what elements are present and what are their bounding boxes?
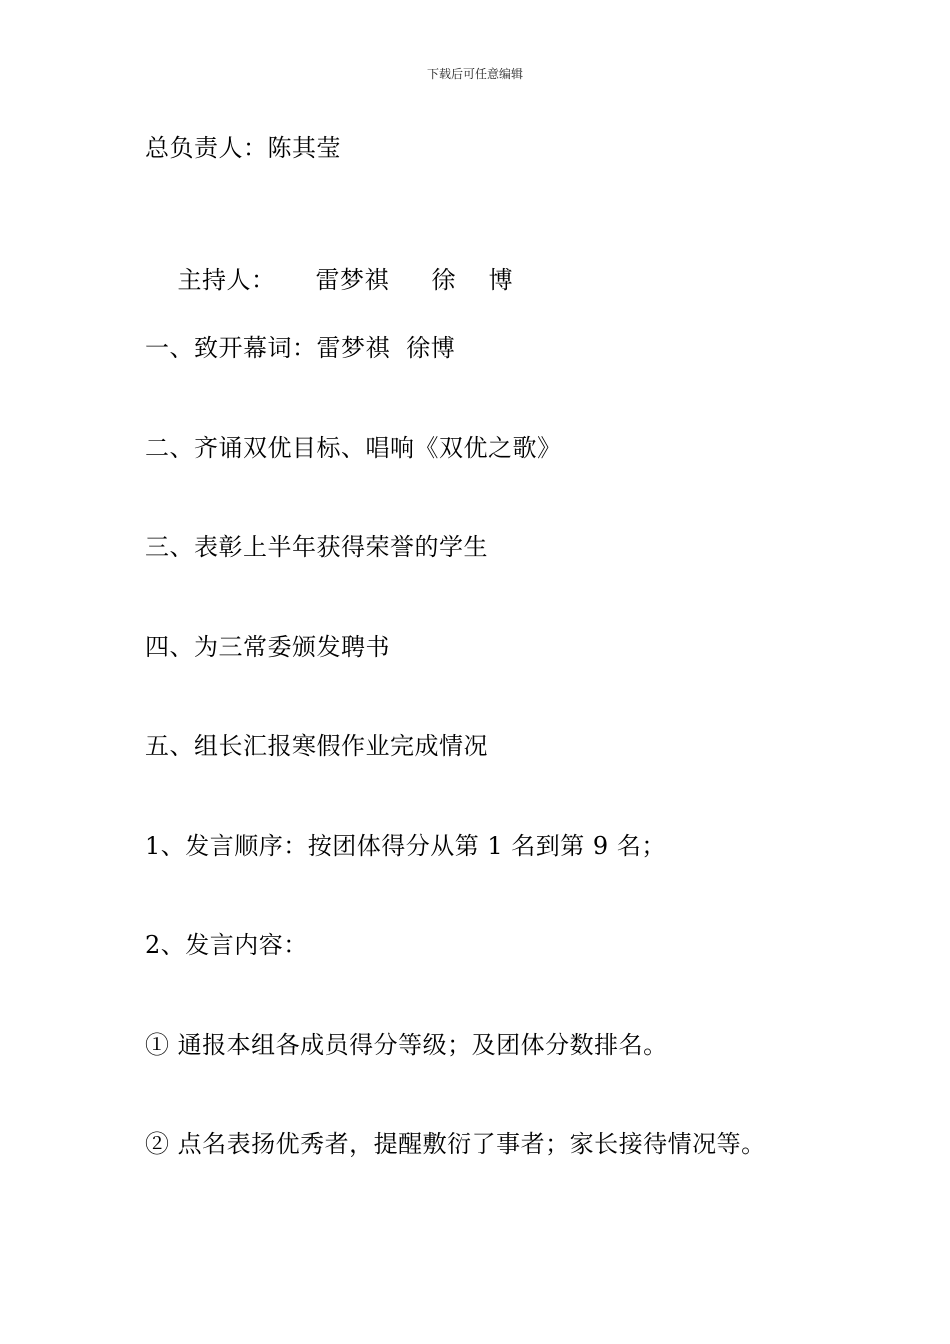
host-name-1: 雷梦祺	[315, 266, 390, 294]
content-point-2: ② 点名表扬优秀者，提醒敷衍了事者；家长接待情况等。	[145, 1130, 766, 1158]
host-name-2: 徐 博	[431, 266, 514, 294]
agenda-item-awards: 三、表彰上半年获得荣誉的学生	[145, 533, 488, 561]
sub-item-speaking-content: 2、发言内容：	[145, 931, 308, 959]
agenda-item-recitation: 二、齐诵双优目标、唱响《双优之歌》	[145, 434, 562, 462]
host-line	[145, 232, 513, 328]
content-point-1: ① 通报本组各成员得分等级；及团体分数排名。	[145, 1031, 668, 1059]
agenda-item-report: 五、组长汇报寒假作业完成情况	[145, 732, 488, 760]
leader-line: 总负责人：陈其莹	[145, 134, 341, 162]
page-header: 下载后可任意编辑	[426, 67, 523, 81]
sub-item-speaking-order: 1、发言顺序：按团体得分从第 1 名到第 9 名；	[145, 832, 666, 860]
agenda-item-opening: 一、致开幕词：雷梦祺 徐博	[145, 334, 456, 362]
host-label: 主持人：	[177, 266, 276, 294]
agenda-item-certificates: 四、为三常委颁发聘书	[145, 633, 390, 661]
